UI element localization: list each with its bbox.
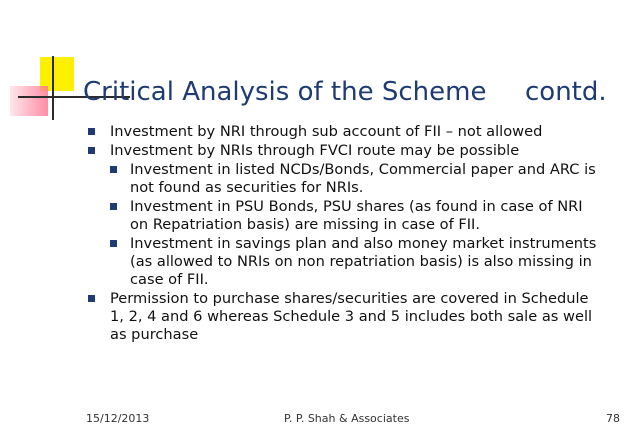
- square-bullet-icon: [110, 240, 117, 247]
- footer-date: 15/12/2013: [86, 412, 150, 425]
- list-item: [88, 123, 598, 141]
- sub-list-item: [88, 198, 598, 234]
- sub-list-item: [88, 235, 598, 289]
- decorative-vertical-line: [52, 56, 54, 120]
- list-item: [88, 142, 598, 160]
- square-bullet-icon: [110, 166, 117, 173]
- bullet-text: Investment by NRI through sub account of FII – not allowed: [110, 123, 543, 140]
- footer-presenter: P. P. Shah & Associates: [284, 412, 410, 425]
- bullet-text: Investment by NRIs through FVCI route may be possible: [110, 142, 520, 159]
- bullet-text: Permission to purchase shares/securities are covered in Schedule 1, 2, 4 and 6 whereas Schedule 3 and 5 includes both sale as well as purchase: [110, 290, 593, 343]
- sub-bullet-text: Investment in listed NCDs/Bonds, Commercial paper and ARC is not found as securities for NRIs.: [130, 161, 596, 196]
- list-item: [88, 290, 598, 344]
- square-bullet-icon: [110, 203, 117, 210]
- sub-bullet-text: Investment in savings plan and also money market instruments (as allowed to NRIs on non repatriation basis) is also missing in case of FII.: [130, 235, 597, 288]
- square-bullet-icon: [88, 147, 95, 154]
- decorative-pink-square: [10, 86, 48, 116]
- sub-bullet-text: Investment in PSU Bonds, PSU shares (as found in case of NRI on Repatriation basis) are missing in case of FII.: [130, 198, 583, 233]
- footer-page-number: 78: [606, 412, 620, 425]
- bullet-list: [88, 123, 598, 345]
- square-bullet-icon: [88, 295, 95, 302]
- slide-title-suffix: contd.: [525, 77, 607, 107]
- square-bullet-icon: [88, 128, 95, 135]
- slide-title-text: Critical Analysis of the Scheme: [83, 77, 487, 107]
- sub-list-item: [88, 161, 598, 197]
- slide-title: [83, 74, 623, 118]
